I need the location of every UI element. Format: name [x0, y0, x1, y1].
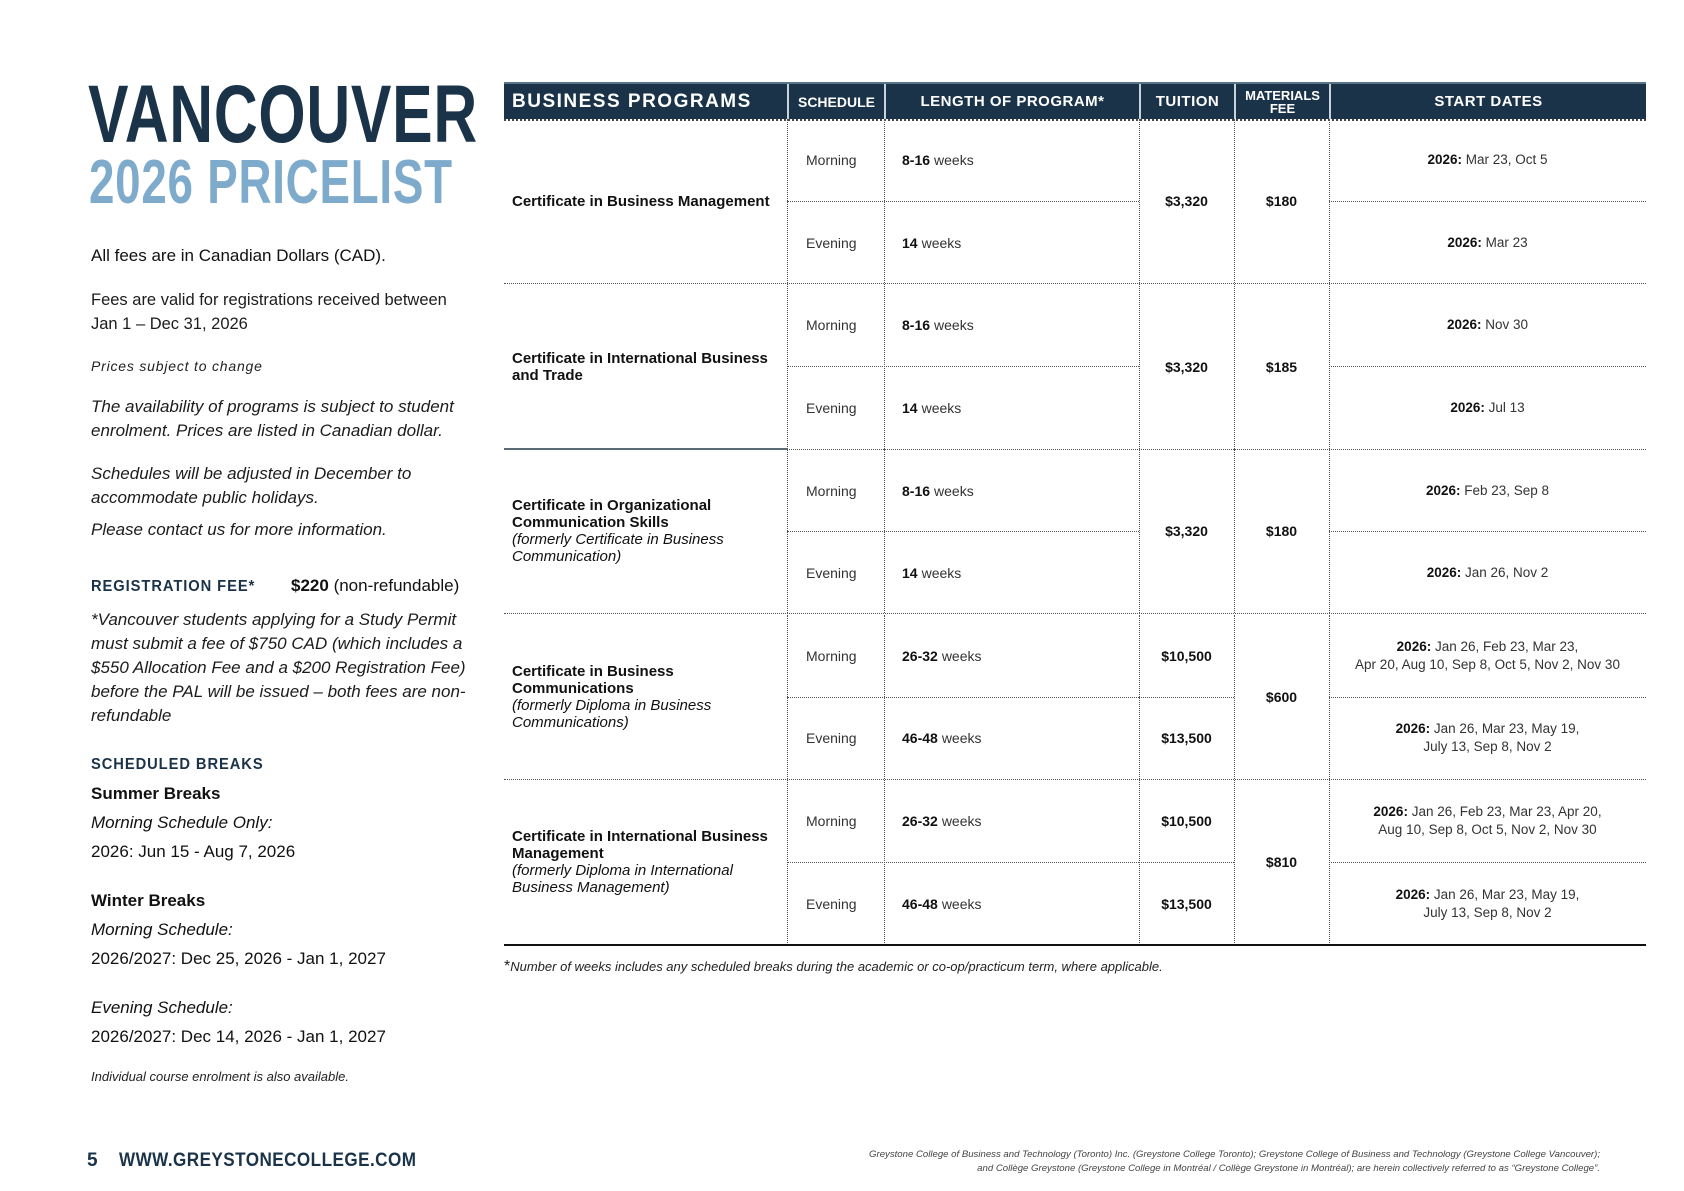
length-value: 46-48 — [902, 895, 938, 912]
registration-fee-amount: $220 — [291, 576, 329, 595]
schedule-row — [787, 780, 1646, 863]
length-value: 14 — [902, 234, 918, 251]
start-dates-cell — [1329, 367, 1646, 450]
legal-line-1: Greystone College of Business and Technology (Toronto) Inc. (Greystone College Toronto); Greystone College of Business and Technology (Greystone College Vancouver); — [869, 1149, 1600, 1160]
start-dates-line-2: Aug 10, Sep 8, Oct 5, Nov 2, Nov 30 — [1378, 822, 1597, 838]
length-cell — [884, 532, 1139, 615]
length-value: 14 — [902, 565, 918, 582]
summer-breaks-dates: 2026: Jun 15 - Aug 7, 2026 — [91, 842, 296, 861]
start-dates-line-2: Apr 20, Aug 10, Sep 8, Oct 5, Nov 2, Nov 30 — [1355, 656, 1620, 672]
start-dates-cell — [1329, 202, 1646, 285]
start-dates-line-1 — [1355, 638, 1620, 656]
row-divider — [787, 862, 1139, 863]
table-bottom-rule — [504, 944, 1646, 946]
schedule-cell: Morning — [806, 317, 857, 334]
start-year: 2026: — [1450, 399, 1485, 415]
row-divider — [1329, 697, 1646, 698]
schedule-adjust-note: Schedules will be adjusted in December to accommodate public holidays. — [91, 464, 412, 507]
registration-fee-row — [91, 576, 486, 596]
study-permit-note: *Vancouver students applying for a Study Permit must submit a fee of $750 CAD (which includes a $550 Allocation Fee and a $200 Registration Fee) before the PAL will be issued – both fees are non-refundable — [91, 610, 466, 725]
start-dates: Mar 23 — [1485, 234, 1528, 250]
table-header — [504, 82, 1646, 119]
availability-note: The availability of programs is subject to student enrolment. Prices are listed in Canadian dollar. — [91, 397, 454, 440]
program-name-cell — [504, 615, 787, 779]
start-dates-line-2: July 13, Sep 8, Nov 2 — [1423, 904, 1552, 920]
start-dates-line-1 — [1427, 151, 1547, 169]
currency-note: All fees are in Canadian Dollars (CAD). — [91, 246, 386, 265]
program-name-cell — [504, 119, 787, 283]
start-dates-cell — [1329, 862, 1646, 945]
length-unit: weeks — [921, 565, 962, 582]
tuition-cell: $3,320 — [1165, 193, 1208, 209]
summer-breaks-subtitle: Morning Schedule Only: — [91, 813, 273, 832]
length-cell — [884, 202, 1139, 285]
footnote-asterisk: * — [504, 958, 511, 975]
tuition-cell: $10,500 — [1161, 647, 1212, 664]
start-dates: Jan 26, Feb 23, Mar 23, — [1434, 638, 1579, 654]
table-body — [504, 119, 1646, 945]
length-value: 8-16 — [902, 152, 931, 169]
page-number: 5 — [87, 1150, 98, 1171]
validity-line-1: Fees are valid for registrations received between — [91, 291, 447, 309]
program-row — [504, 615, 1646, 780]
start-dates-line-1 — [1427, 564, 1549, 582]
schedule-cell: Evening — [806, 399, 857, 416]
schedule-cell: Evening — [806, 565, 857, 582]
start-year: 2026: — [1395, 886, 1431, 902]
start-year: 2026: — [1396, 638, 1432, 654]
program-name-cell — [504, 284, 787, 449]
registration-fee-label: REGISTRATION FEE* — [91, 578, 256, 595]
program-former-name: (formerly Diploma in International Business Management) — [512, 862, 733, 897]
program-row — [504, 449, 1646, 614]
column-header-tuition: TUITION — [1139, 84, 1234, 119]
schedule-row — [787, 697, 1646, 780]
row-divider — [1139, 862, 1234, 863]
footnote-text: Number of weeks includes any scheduled breaks during the academic or co-op/practicum term, where applicable. — [510, 959, 1163, 974]
start-year: 2026: — [1395, 721, 1431, 737]
start-year: 2026: — [1446, 317, 1482, 333]
start-dates: Jan 26, Nov 2 — [1464, 565, 1549, 581]
tuition-cell: $3,320 — [1165, 523, 1208, 540]
website-link[interactable]: WWW.GREYSTONECOLLEGE.COM — [119, 1150, 417, 1171]
row-divider — [1329, 366, 1646, 367]
row-divider — [1139, 697, 1234, 698]
row-divider — [787, 366, 1139, 367]
validity-line-2: Jan 1 – Dec 31, 2026 — [91, 315, 248, 333]
tuition-cell: $13,500 — [1161, 895, 1212, 912]
start-dates: Mar 23, Oct 5 — [1465, 152, 1548, 168]
row-divider — [1329, 201, 1646, 202]
length-unit: weeks — [921, 234, 962, 251]
scheduled-breaks-heading: SCHEDULED BREAKS — [91, 756, 264, 773]
winter-morning-subtitle: Morning Schedule: — [91, 920, 233, 939]
materials-header-line-1: MATERIALS — [1245, 87, 1320, 103]
start-dates-cell — [1329, 532, 1646, 615]
tuition-cell: $3,320 — [1165, 358, 1208, 375]
schedule-cell: Morning — [806, 152, 857, 169]
start-dates: Jul 13 — [1488, 399, 1525, 415]
schedule-cell: Morning — [806, 482, 857, 499]
length-unit: weeks — [934, 317, 974, 334]
length-cell — [884, 615, 1139, 698]
winter-breaks-title: Winter Breaks — [91, 891, 206, 910]
column-header-start-dates: START DATES — [1329, 84, 1646, 119]
table-footnote — [504, 958, 1163, 976]
program-name-cell — [504, 449, 787, 613]
length-cell — [884, 780, 1139, 863]
pricing-table — [504, 82, 1646, 945]
row-divider — [787, 531, 1139, 532]
length-cell — [884, 697, 1139, 780]
start-dates-line-1 — [1396, 886, 1580, 904]
start-dates-line-1 — [1450, 399, 1524, 417]
schedule-cell: Evening — [806, 234, 857, 251]
start-dates: Jan 26, Mar 23, May 19, — [1433, 886, 1580, 902]
start-year: 2026: — [1447, 234, 1482, 250]
registration-fee-amount-note: (non-refundable) — [333, 576, 460, 595]
start-dates: Jan 26, Feb 23, Mar 23, Apr 20, — [1411, 804, 1602, 820]
start-year: 2026: — [1426, 565, 1462, 581]
length-unit: weeks — [921, 399, 962, 416]
length-unit: weeks — [941, 813, 982, 830]
column-header-programs: BUSINESS PROGRAMS — [512, 90, 752, 112]
start-dates-cell — [1329, 615, 1646, 698]
winter-evening-dates: 2026/2027: Dec 14, 2026 - Jan 1, 2027 — [91, 1027, 386, 1046]
column-header-length: LENGTH OF PROGRAM* — [884, 84, 1139, 119]
schedule-cell: Morning — [806, 813, 857, 830]
start-dates-cell — [1329, 119, 1646, 202]
start-year: 2026: — [1427, 152, 1462, 168]
length-value: 8-16 — [902, 317, 931, 334]
legal-notice — [780, 1148, 1600, 1176]
materials-fee-cell: $180 — [1265, 523, 1298, 540]
schedule-cell: Evening — [806, 730, 857, 747]
row-divider — [1329, 531, 1646, 532]
length-value: 26-32 — [902, 647, 938, 664]
start-dates-line-1 — [1447, 234, 1527, 252]
start-year: 2026: — [1373, 804, 1408, 820]
program-row — [504, 119, 1646, 284]
materials-fee-cell: $185 — [1265, 358, 1298, 375]
winter-morning-dates: 2026/2027: Dec 25, 2026 - Jan 1, 2027 — [91, 949, 386, 968]
start-dates: Jan 26, Mar 23, May 19, — [1433, 721, 1580, 737]
start-dates-cell — [1329, 697, 1646, 780]
materials-fee-cell: $180 — [1265, 193, 1298, 209]
contact-note: Please contact us for more information. — [91, 520, 387, 539]
start-year: 2026: — [1425, 482, 1461, 498]
winter-evening-subtitle: Evening Schedule: — [91, 998, 233, 1017]
program-former-name: (formerly Certificate in Business Communication) — [512, 531, 724, 566]
start-dates-line-1 — [1426, 482, 1549, 500]
schedule-row — [787, 615, 1646, 698]
length-value: 26-32 — [902, 813, 938, 830]
length-unit: weeks — [941, 647, 982, 664]
column-header-materials-fee — [1234, 84, 1329, 119]
length-value: 8-16 — [902, 482, 931, 499]
tuition-cell: $13,500 — [1161, 730, 1212, 747]
program-name: Certificate in Organizational Communication Skills — [512, 497, 712, 532]
program-name-cell — [504, 780, 787, 945]
pricelist-subtitle: 2026 PRICELIST — [89, 148, 453, 217]
start-dates-cell — [1329, 780, 1646, 863]
schedule-cell: Morning — [806, 647, 857, 664]
schedule-cell: Evening — [806, 895, 857, 912]
legal-line-2: and Collège Greystone (Greystone College in Montréal / Collège Greystone in Montréal); are herein collectively referred to as “Greystone College”. — [977, 1163, 1600, 1174]
materials-fee-cell: $600 — [1265, 688, 1298, 705]
length-cell — [884, 367, 1139, 450]
column-header-schedule: SCHEDULE — [787, 84, 884, 119]
start-dates-line-1 — [1447, 316, 1528, 334]
start-dates: Nov 30 — [1485, 317, 1529, 333]
row-divider — [787, 697, 1139, 698]
length-unit: weeks — [941, 895, 982, 912]
row-divider — [1329, 862, 1646, 863]
city-title: VANCOUVER — [88, 69, 478, 160]
length-unit: weeks — [934, 152, 974, 169]
row-divider — [787, 201, 1139, 202]
materials-fee-cell: $810 — [1265, 854, 1298, 871]
individual-enrolment-note: Individual course enrolment is also available. — [91, 1069, 349, 1084]
length-unit: weeks — [934, 482, 974, 499]
start-dates: Feb 23, Sep 8 — [1464, 482, 1550, 498]
start-dates-line-1 — [1396, 720, 1580, 738]
registration-fee-value — [291, 576, 459, 596]
start-dates-line-2: July 13, Sep 8, Nov 2 — [1423, 739, 1552, 755]
length-cell — [884, 284, 1139, 367]
program-name: Certificate in Business Management — [512, 192, 770, 210]
start-dates-cell — [1329, 284, 1646, 367]
program-name: Certificate in International Business and Trade — [512, 349, 768, 384]
program-row — [504, 284, 1646, 449]
program-former-name: (formerly Diploma in Business Communications) — [512, 696, 712, 731]
length-cell — [884, 862, 1139, 945]
length-value: 46-48 — [902, 730, 938, 747]
materials-header-line-2: FEE — [1269, 100, 1296, 116]
program-name: Certificate in International Business Management — [512, 828, 768, 863]
length-unit: weeks — [941, 730, 982, 747]
prices-subject-note: Prices subject to change — [91, 358, 263, 374]
schedule-row — [787, 862, 1646, 945]
program-name: Certificate in Business Communications — [512, 662, 674, 697]
summer-breaks-title: Summer Breaks — [91, 784, 221, 803]
tuition-cell: $10,500 — [1161, 813, 1212, 830]
program-row — [504, 780, 1646, 945]
length-cell — [884, 449, 1139, 532]
start-dates-cell — [1329, 449, 1646, 532]
length-cell — [884, 119, 1139, 202]
validity-note — [91, 288, 486, 336]
length-value: 14 — [902, 399, 918, 416]
start-dates-line-1 — [1373, 803, 1601, 821]
